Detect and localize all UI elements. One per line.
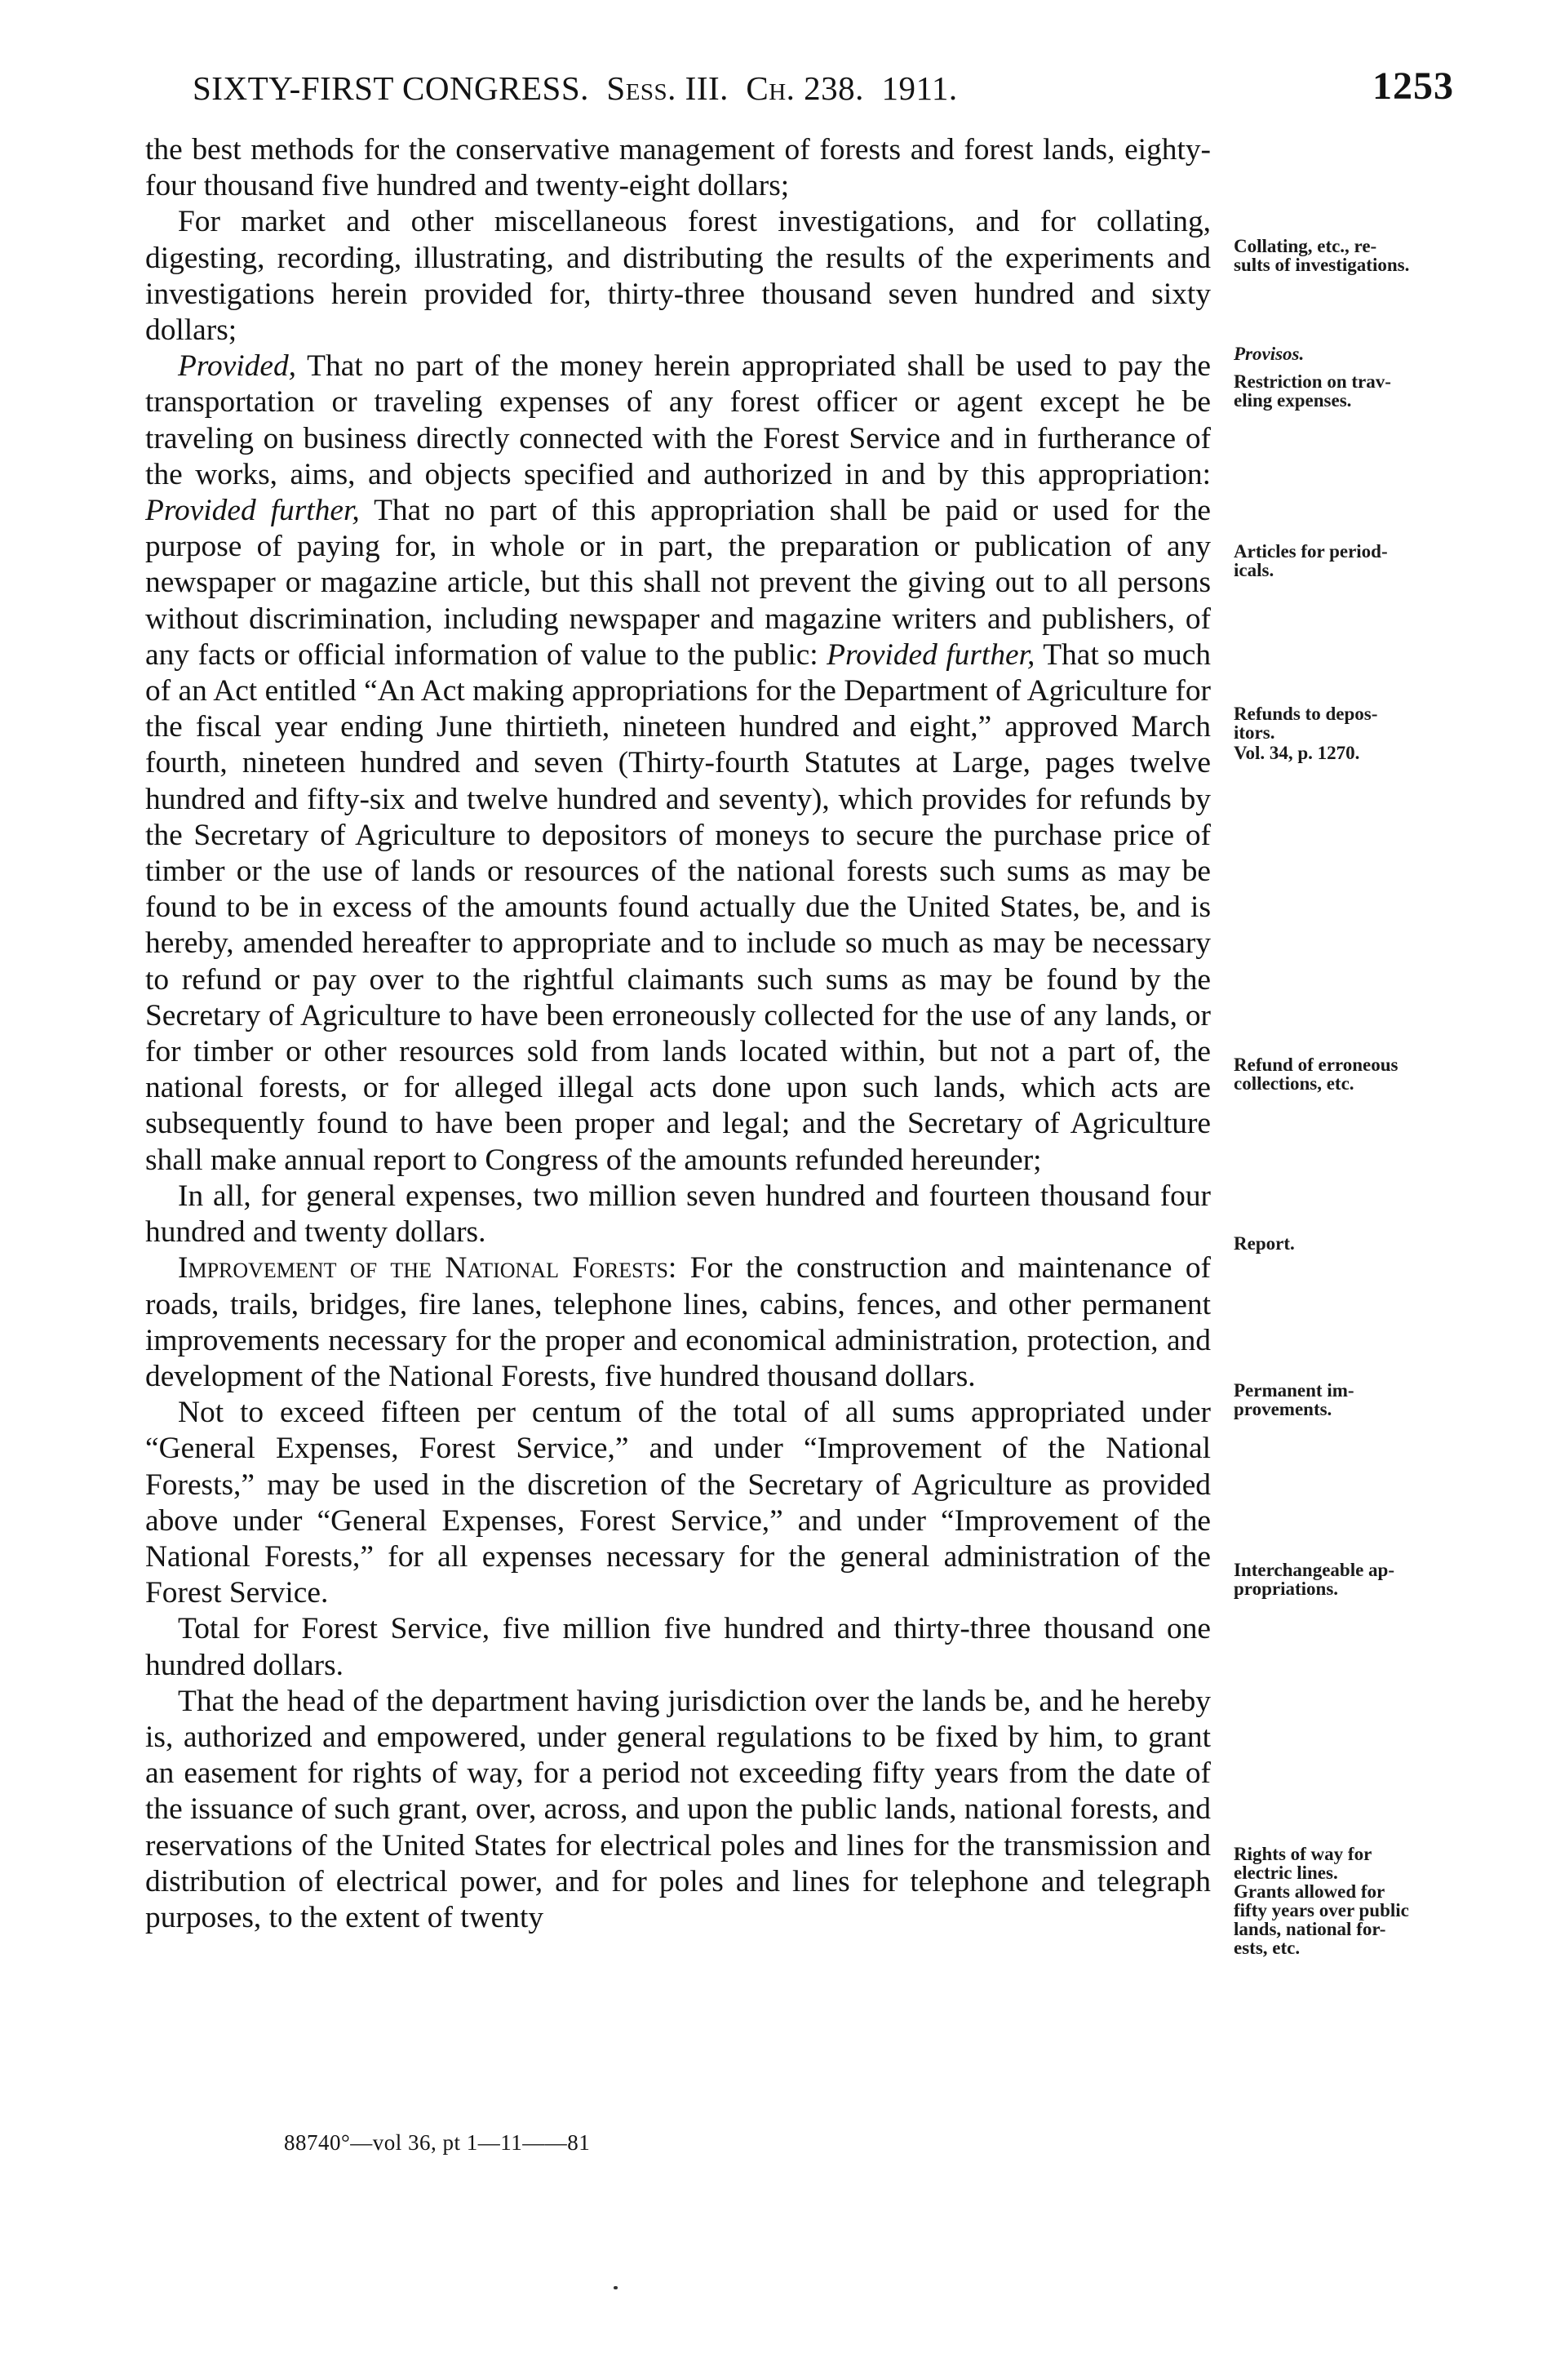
margin-note-line: Vol. 34, p. 1270. — [1234, 743, 1360, 763]
margin-note-line: Collating, etc., re- — [1234, 236, 1377, 256]
margin-note-line: Refunds to depos- — [1234, 704, 1378, 724]
statute-text — [145, 132, 1211, 1936]
margin-note-line: ests, etc. — [1234, 1938, 1301, 1958]
margin-note-line: eling expenses. — [1234, 390, 1352, 411]
margin-note-line: Rights of way for — [1234, 1844, 1372, 1864]
margin-note-grants — [1234, 1882, 1454, 1957]
margin-note-articles — [1234, 542, 1454, 579]
paragraph-general-expenses-total: In all, for general expenses, two million seven hundred and fourteen thousand four hundred and twenty dollars. — [145, 1179, 1211, 1250]
margin-note-permanent — [1234, 1381, 1454, 1419]
margin-note-line: Report. — [1234, 1233, 1295, 1254]
proviso-refunds-text: That so much of an Act entitled “An Act making appropriations for the Department of Agriculture for the fiscal year ending June thirtieth, nineteen hundred and eight,” approved March fourth, nineteen hundred and seven (Thirty-fourth Statutes at Large, pages twelve hundred and fifty-six and twelve hundred and seventy), which provides for refunds by the Secretary of Agriculture to depositors of moneys to secure the purchase price of timber or the use of lands or resources of the national forests such sums as may be found to be in excess of the amounts found actually due the United States, be, and is hereby, amended hereafter to appropriate and to include so much as may be necessary to refund or pay over to the rightful claimants such sums as may be found by the Secretary of Agriculture to have been erroneously collected for the use of any lands, or for timber or other resources sold from lands located within, but not a part of, the national forests, or for alleged illegal acts done upon such lands, which acts are subsequently found to have been proper and legal; and the Secretary of Agriculture shall make annual report to Congress of the amounts refunded hereunder; — [145, 637, 1211, 1177]
paragraph-forest-service-total: Total for Forest Service, five million five hundred and thirty-three thousand one hundred dollars. — [145, 1612, 1211, 1682]
margin-note-line: collections, etc. — [1234, 1073, 1354, 1094]
running-header — [193, 64, 1454, 121]
margin-note-erroneous — [1234, 1055, 1454, 1093]
header-run — [193, 69, 958, 108]
paragraph-interchangeable: Not to exceed fifteen per centum of the total of all sums appropriated under “General Expenses, Forest Service,” and under “Improvement of the National Forests,” may be used in the discretion of the Secretary of Agriculture as provided above under “General Expenses, Forest Service,” and under “Improvement of the National Forests,” for all expenses necessary for the general administration of the Forest Service. — [145, 1396, 1211, 1610]
margin-note-line: Articles for period- — [1234, 541, 1388, 562]
header-congress: SIXTY-FIRST CONGRESS. — [193, 69, 589, 107]
margin-note-line: propriations. — [1234, 1579, 1339, 1599]
margin-note-collating — [1234, 237, 1454, 274]
margin-note-line: itors. — [1234, 722, 1275, 743]
margin-note-interchangeable — [1234, 1561, 1454, 1598]
margin-note-line: icals. — [1234, 560, 1274, 580]
proviso-travel-text: That no part of the money herein appropriated shall be used to pay the transportation or traveling expenses of any forest officer or agent except he be traveling on business directly connected with the Forest Service and in furtherance of the works, aims, and objects specified and authorized in and by this appropriation: — [145, 349, 1211, 491]
margin-note-line: Interchangeable ap- — [1234, 1560, 1394, 1580]
margin-note-line: sults of investigations. — [1234, 255, 1410, 275]
printer-imprint: 88740°—vol 36, pt 1—11——81 — [284, 2130, 591, 2155]
proviso-further-lead-2: Provided further, — [827, 637, 1035, 672]
proviso-periodicals-text: That no part of this appropriation shall be paid or used for the purpose of paying for, in whole or in part, the preparation or publication of any newspaper or magazine article, but this shall not prevent the giving out to all persons without discrimination, including newspaper and magazine writers and publishers, of any facts or official information of value to the public: — [145, 494, 1211, 672]
header-session: Sess. III. — [606, 69, 729, 107]
margin-note-provisos — [1234, 344, 1454, 363]
margin-note-line: Permanent im- — [1234, 1380, 1354, 1401]
margin-note-rights — [1234, 1845, 1454, 1882]
header-year: 1911. — [881, 69, 958, 107]
improvement-heading: Improvement of the National Forests: — [178, 1251, 677, 1285]
paragraph-improvement — [145, 1250, 1211, 1395]
page-number: 1253 — [1372, 64, 1454, 108]
margin-note-restriction — [1234, 372, 1454, 410]
margin-note-line: Provisos. — [1234, 344, 1305, 364]
margin-note-refunds — [1234, 704, 1454, 762]
header-chapter: Ch. 238. — [746, 69, 864, 107]
margin-note-line: electric lines. — [1234, 1863, 1338, 1883]
paragraph-rights-of-way: That the head of the department having jurisdiction over the lands be, and he hereby is, authorized and empowered, under general regulations to be fixed by him, to grant an easement for rights of way, for a period not exceeding fifty years from the date of the issuance of such grant, over, across, and upon the public lands, national forests, and reservations of the United States for electrical poles and lines for the transmission and distribution of electrical power, and for poles and lines for telephone and telegraph purposes, to the extent of twenty — [145, 1684, 1211, 1934]
paragraph-provisos — [145, 349, 1211, 1179]
proviso-further-lead: Provided further, — [145, 494, 360, 528]
margin-note-line: Refund of erroneous — [1234, 1055, 1399, 1075]
proviso-lead: Provided, — [178, 349, 297, 384]
margin-note-line: lands, national for- — [1234, 1919, 1386, 1939]
margin-note-report — [1234, 1234, 1454, 1253]
margin-note-line: provements. — [1234, 1399, 1332, 1419]
paragraph-forest-management: the best methods for the conservative management of forests and forest lands, eighty-four thousand five hundred and twenty-eight dollars; — [145, 133, 1211, 203]
margin-note-line: Restriction on trav- — [1234, 371, 1391, 392]
improvement-body: For the construction and maintenance of roads, trails, bridges, fire lanes, telephone lines, cabins, fences, and other permanent improvements necessary for the proper and economical administration, protection, and development of the National Forests, five hundred thousand dollars. — [145, 1251, 1212, 1393]
margin-note-line: Grants allowed for — [1234, 1881, 1385, 1902]
paragraph-market-investigations: For market and other miscellaneous forest investigations, and for collating, digesting, recording, illustrating, and distributing the results of the experiments and investigations herein provided for, thirty-three thousand seven hundred and sixty dollars; — [145, 205, 1211, 348]
margin-note-line: fifty years over public — [1234, 1900, 1409, 1920]
print-speck — [614, 2286, 618, 2289]
